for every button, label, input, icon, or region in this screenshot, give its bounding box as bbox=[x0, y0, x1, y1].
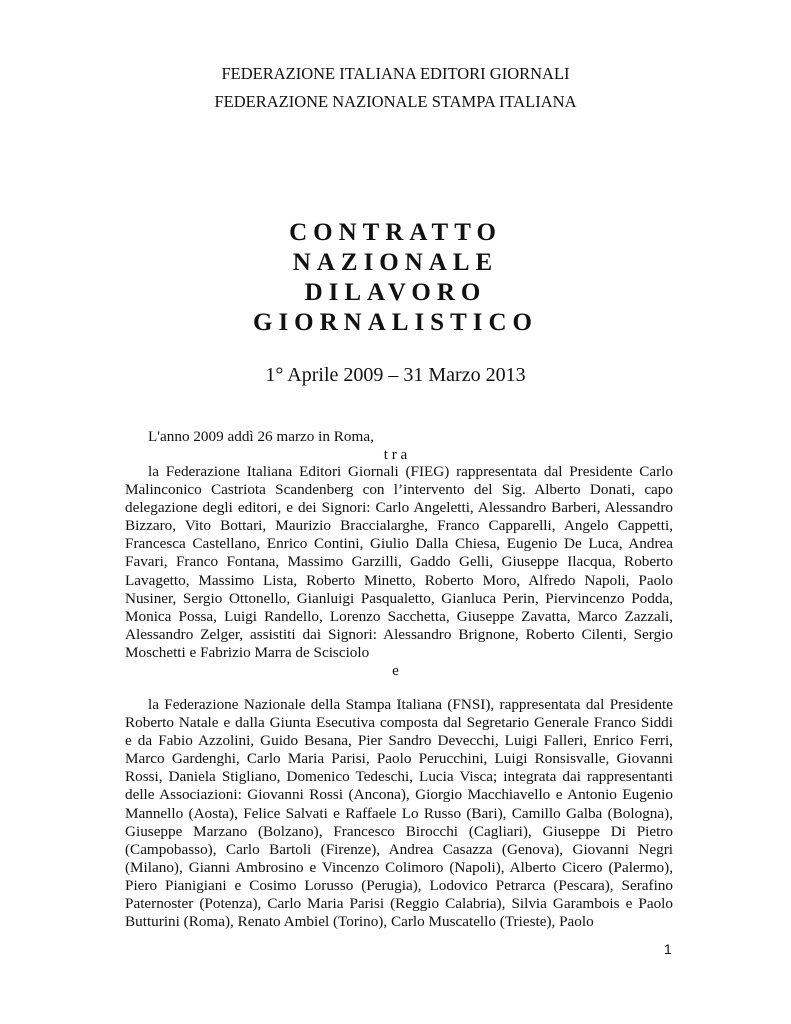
paragraph-fnsi bbox=[125, 696, 673, 931]
contract-period: 1° Aprile 2009 – 31 Marzo 2013 bbox=[265, 364, 526, 386]
text-line: (Campobasso), Carlo Bartoli (Firenze), Andrea Casazza (Genova), Giovanni Negri bbox=[125, 840, 673, 858]
opening-line: L'anno 2009 addì 26 marzo in Roma, bbox=[148, 428, 374, 445]
text-line: Favari, Franco Fontana, Massimo Garzilli, Gaddo Gelli, Giuseppe Ilacqua, Roberto bbox=[125, 553, 673, 571]
between-word: t r a bbox=[383, 446, 408, 463]
text-line: Roberto Natale e dalla Giunta Esecutiva composta dal Segretario Generale Franco Siddi bbox=[125, 714, 673, 732]
text-line: (Milano), Gianni Ambrosino e Vincenzo Colimoro (Napoli), Alberto Cicero (Palermo), bbox=[125, 858, 673, 876]
text-line: Mannello (Aosta), Felice Salvati e Raffaele Lo Russo (Bari), Camillo Galba (Bologna), bbox=[125, 804, 673, 822]
text-line: Piero Pianigiani e Cosimo Lorusso (Perugia), Lodovico Petrarca (Pescara), Serafino bbox=[125, 876, 673, 894]
text-line: Rossi, Daniela Stigliano, Domenico Tedeschi, Lucia Visca; integrata dai rappresentanti bbox=[125, 768, 673, 786]
text-line: delle Associazioni: Giovanni Rossi (Ancona), Giorgio Macchiavello e Antonio Eugenio bbox=[125, 786, 673, 804]
text-line: Paternoster (Potenza), Carlo Maria Parisi (Reggio Calabria), Silvia Garambois e Paolo bbox=[125, 895, 673, 913]
text-line: Lavagetto, Massimo Lista, Roberto Minetto, Roberto Moro, Alfredo Napoli, Paolo bbox=[125, 571, 673, 589]
text-line: delegazione degli editori, e dei Signori: Carlo Angeletti, Alessandro Barberi, Alessandro bbox=[125, 499, 673, 517]
title-line-4: GIORNALISTICO bbox=[253, 309, 538, 336]
paragraph-fieg bbox=[125, 463, 673, 662]
header-fieg: FEDERAZIONE ITALIANA EDITORI GIORNALI bbox=[221, 64, 570, 83]
title-line-2: NAZIONALE bbox=[292, 249, 499, 276]
text-line: Alessandro Zelger, assistiti dai Signori: Alessandro Brignone, Roberto Cilenti, Sergio bbox=[125, 625, 673, 643]
page-number: 1 bbox=[664, 941, 672, 957]
text-line: Monica Possa, Luigi Randello, Lorenzo Sacchetta, Giuseppe Zavatta, Marco Zazzali, bbox=[125, 607, 673, 625]
title-line-3: DILAVORO bbox=[304, 279, 487, 306]
text-line: Francesca Castellano, Enrico Contini, Giulio Dalla Chiesa, Eugenio De Luca, Andrea bbox=[125, 535, 673, 553]
text-line: Moschetti e Fabrizio Marra de Scisciolo bbox=[125, 643, 370, 661]
text-line: Marco Gardenghi, Carlo Maria Parisi, Paolo Perucchini, Luigi Ronsisvalle, Giovanni bbox=[125, 750, 673, 768]
text-line: Giuseppe Marzano (Bolzano), Francesco Birocchi (Cagliari), Giuseppe Di Pietro bbox=[125, 822, 673, 840]
header-fnsi: FEDERAZIONE NAZIONALE STAMPA ITALIANA bbox=[214, 92, 577, 111]
text-line: Butturini (Roma), Renato Ambiel (Torino), Carlo Muscatello (Trieste), Paolo bbox=[125, 913, 594, 931]
text-line: Bizzaro, Vito Bottari, Maurizio Braccialarghe, Franco Capparelli, Angelo Cappetti, bbox=[125, 517, 673, 535]
text-line: la Federazione Nazionale della Stampa Italiana (FNSI), rappresentata dal Presidente bbox=[148, 696, 673, 713]
text-line: Malinconico Castriota Scandenberg con l’intervento del Sig. Alberto Donati, capo bbox=[125, 481, 673, 499]
text-line: e da Fabio Azzolini, Guido Besana, Pier Sandro Devecchi, Luigi Falleri, Enrico Ferri, bbox=[125, 732, 673, 750]
and-word: e bbox=[392, 662, 399, 679]
text-line: Nusiner, Sergio Ottonello, Gianluigi Pasqualetto, Gianluca Perin, Piervincenzo Podda, bbox=[125, 589, 673, 607]
text-line: la Federazione Italiana Editori Giornali (FIEG) rappresentata dal Presidente Carlo bbox=[148, 463, 673, 480]
title-line-1: CONTRATTO bbox=[289, 219, 502, 246]
